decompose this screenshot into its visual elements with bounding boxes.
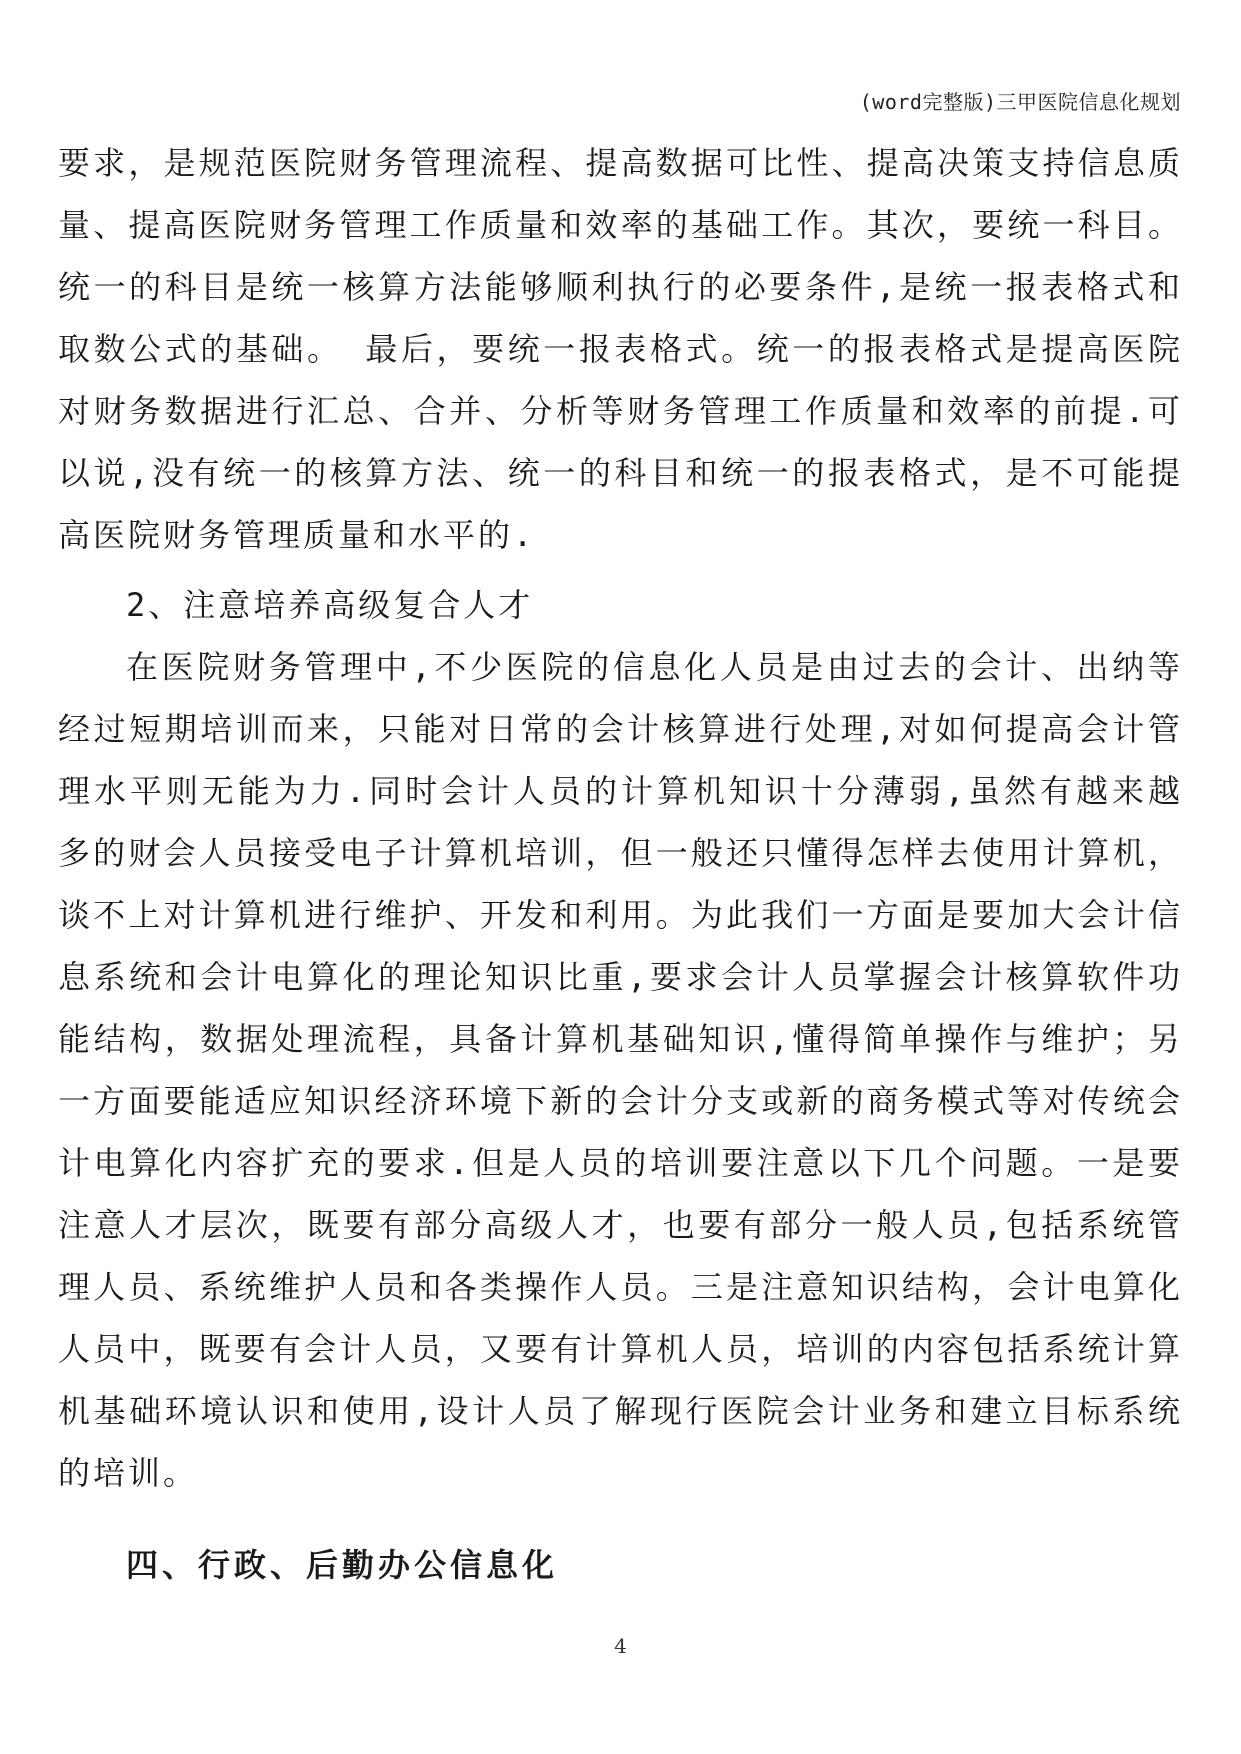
- subheading-2: 2、注意培养高级复合人才: [126, 586, 534, 624]
- page-number: 4: [614, 1634, 627, 1658]
- body-paragraph-1: 要求，是规范医院财务管理流程、提高数据可比性、提高决策支持信息质量、提高医院财务管理工作质量和效率的基础工作。其次，要统一科目。统一的科目是统一核算方法能够顺利执行的必要条件,是统一报表格式和取数公式的基础。 最后，要统一报表格式。统一的报表格式是提高医院对财务数据进行汇总、合并、分析等财务管理工作质量和效率的前提.可以说,没有统一的核算方法、统一的科目和统一的报表格式，是不可能提高医院财务管理质量和水平的.: [58, 144, 1183, 554]
- body-paragraph-2: 在医院财务管理中,不少医院的信息化人员是由过去的会计、出纳等经过短期培训而来，只能对日常的会计核算进行处理,对如何提高会计管理水平则无能为力.同时会计人员的计算机知识十分薄弱,虽然有越来越多的财会人员接受电子计算机培训，但一般还只懂得怎样去使用计算机，谈不上对计算机进行维护、开发和利用。为此我们一方面是要加大会计信息系统和会计电算化的理论知识比重,要求会计人员掌握会计核算软件功能结构，数据处理流程，具备计算机基础知识,懂得简单操作与维护；另一方面要能适应知识经济环境下新的会计分支或新的商务模式等对传统会计电算化内容扩充的要求.但是人员的培训要注意以下几个问题。一是要注意人才层次，既要有部分高级人才，也要有部分一般人员,包括系统管理人员、系统维护人员和各类操作人员。三是注意知识结构，会计电算化人员中，既要有会计人员，又要有计算机人员，培训的内容包括系统计算机基础环境认识和使用,设计人员了解现行医院会计业务和建立目标系统的培训。: [58, 648, 1183, 1492]
- running-header: (word完整版)三甲医院信息化规划: [859, 90, 1181, 114]
- document-body: [58, 128, 1183, 1596]
- section-heading-4: 四、行政、后勤办公信息化: [126, 1546, 559, 1584]
